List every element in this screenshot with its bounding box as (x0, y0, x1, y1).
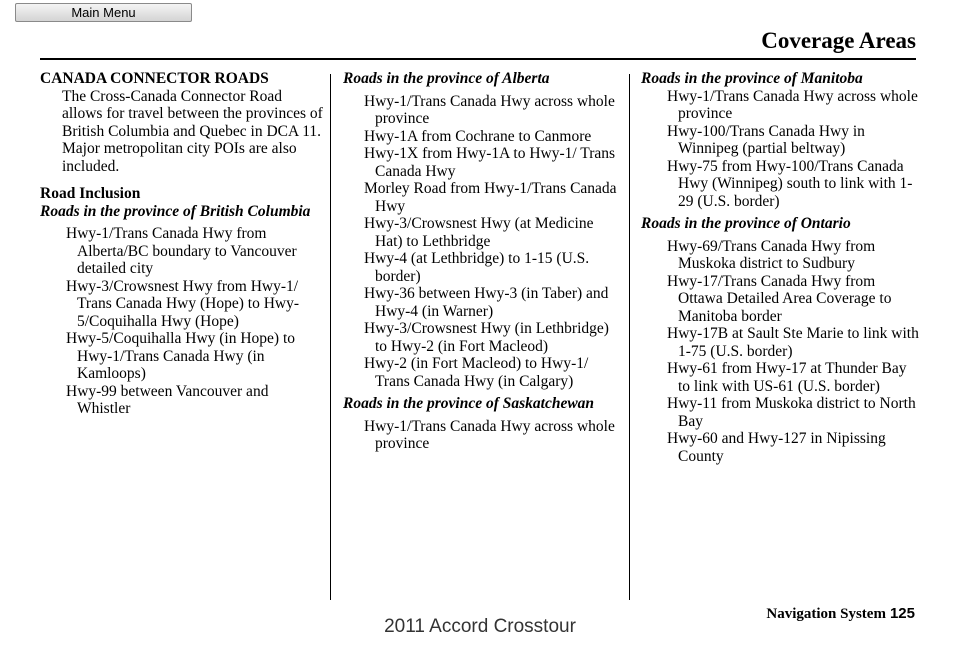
list-item: Hwy-3/Crowsnest Hwy (at Medicine Hat) to Lethbridge (364, 215, 594, 250)
column-2 (343, 70, 621, 453)
column-divider-1 (330, 74, 331, 600)
list-item: Hwy-100/Trans Canada Hwy in Winnipeg (partial beltway) (667, 122, 865, 157)
list-item: Hwy-3/Crowsnest Hwy from Hwy-1/ Trans Canada Hwy (Hope) to Hwy-5/Coquihalla Hwy (Hope) (66, 277, 299, 330)
list-item: Hwy-4 (at Lethbridge) to 1-15 (U.S. border) (364, 250, 590, 285)
ontario-heading: Roads in the province of Ontario (641, 215, 851, 232)
title-rule (40, 58, 916, 60)
column-1 (40, 70, 325, 418)
list-item: Hwy-36 between Hwy-3 (in Taber) and Hwy-4 (in Warner) (364, 285, 609, 320)
saskatchewan-heading: Roads in the province of Saskatchewan (343, 395, 595, 412)
list-item: Hwy-75 from Hwy-100/Trans Canada Hwy (Winnipeg) south to link with 1-29 (U.S. border) (667, 157, 913, 210)
watermark-text: 2011 Accord Crosstour (384, 616, 576, 637)
footer-section-label: Navigation System (766, 606, 886, 622)
list-item: Hwy-1X from Hwy-1A to Hwy-1/ Trans Canada Hwy (364, 145, 616, 180)
list-item: Hwy-1/Trans Canada Hwy across whole province (667, 87, 918, 122)
main-menu-button[interactable]: Main Menu (15, 3, 192, 22)
list-item: Hwy-17/Trans Canada Hwy from Ottawa Detailed Area Coverage to Manitoba border (667, 272, 892, 325)
intro-paragraph: The Cross-Canada Connector Road allows for travel between the provinces of British Columbia and Quebec in DCA 11. Major metropolitan city POIs are also included. (62, 87, 323, 175)
manitoba-heading: Roads in the province of Manitoba (641, 70, 863, 87)
list-item: Hwy-99 between Vancouver and Whistler (66, 382, 269, 417)
column-3 (641, 70, 921, 465)
list-item: Hwy-11 from Muskoka district to North Bay (667, 395, 916, 430)
list-item: Hwy-1A from Cochrane to Canmore (364, 127, 592, 145)
road-inclusion-heading: Road Inclusion (40, 185, 141, 202)
page-number: 125 (889, 605, 915, 622)
list-item: Hwy-1/Trans Canada Hwy across whole province (364, 92, 615, 127)
list-item: Hwy-2 (in Fort Macleod) to Hwy-1/ Trans Canada Hwy (in Calgary) (364, 355, 589, 390)
list-item: Hwy-17B at Sault Ste Marie to link with 1-75 (U.S. border) (667, 325, 919, 360)
page-title: Coverage Areas (761, 28, 916, 53)
column-divider-2 (629, 74, 630, 600)
bc-heading: Roads in the province of British Columbia (40, 202, 311, 220)
list-item: Hwy-1/Trans Canada Hwy from Alberta/BC boundary to Vancouver detailed city (66, 225, 297, 277)
list-item: Hwy-3/Crowsnest Hwy (in Lethbridge) to Hwy-2 (in Fort Macleod) (364, 320, 609, 355)
list-item: Hwy-60 and Hwy-127 in Nipissing County (667, 430, 886, 465)
list-item: Hwy-1/Trans Canada Hwy across whole province (364, 417, 615, 452)
list-item: Morley Road from Hwy-1/Trans Canada Hwy (364, 180, 617, 215)
list-item: Hwy-5/Coquihalla Hwy (in Hope) to Hwy-1/Trans Canada Hwy (in Kamloops) (66, 330, 296, 382)
list-item: Hwy-69/Trans Canada Hwy from Muskoka district to Sudbury (667, 237, 876, 272)
section-heading-canada-connector: CANADA CONNECTOR ROADS (40, 70, 269, 87)
alberta-heading: Roads in the province of Alberta (343, 70, 550, 87)
list-item: Hwy-61 from Hwy-17 at Thunder Bay to link with US-61 (U.S. border) (667, 360, 907, 395)
